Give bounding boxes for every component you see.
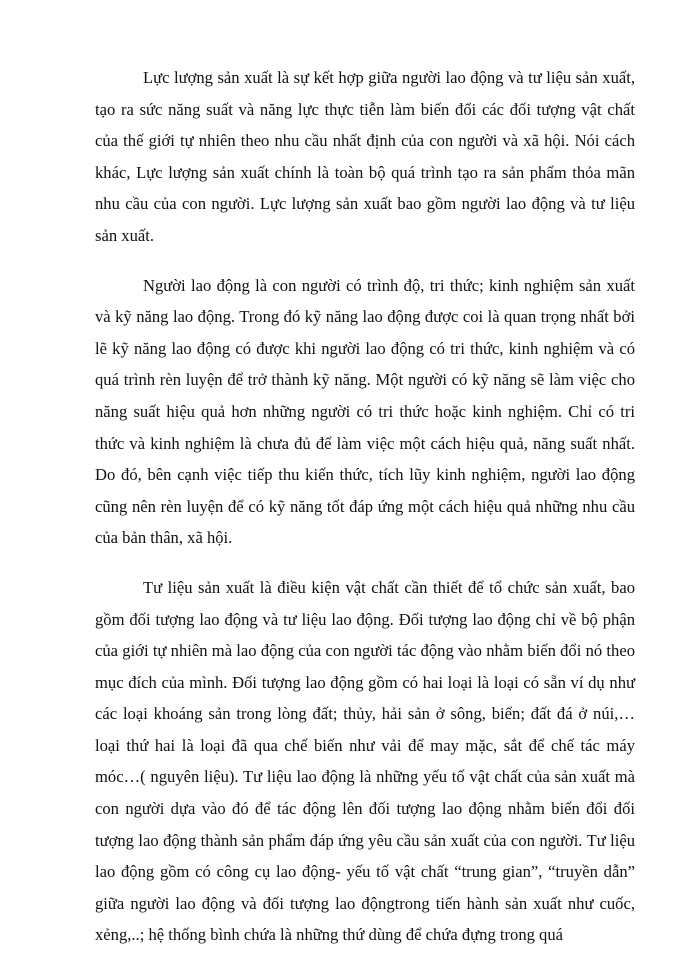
paragraph-workers: Người lao động là con người có trình độ, tri thức; kinh nghiệm sản xuất và kỹ năng lao động. Trong đó kỹ năng lao động được coi là quan trọng nhất bởi lẽ kỹ năng lao động có được khi người lao động có tri thức, kinh nghiệm và có quá trình rèn luyện để trở thành kỹ năng. Một người có kỹ năng sẽ làm việc cho năng suất hiệu quả hơn những người có tri thức hoặc kinh nghiệm. Chỉ có tri thức và kinh nghiệm là chưa đủ để làm việc một cách hiệu quả, năng suất nhất. Do đó, bên cạnh việc tiếp thu kiến thức, tích lũy kinh nghiệm, người lao động cũng nên rèn luyện để có kỹ năng tốt đáp ứng một cách hiệu quả những nhu cầu của bản thân, xã hội. (95, 275, 635, 548)
paragraph-productive-forces: Lực lượng sản xuất là sự kết hợp giữa người lao động và tư liệu sản xuất, tạo ra sức năng suất và năng lực thực tiễn làm biến đổi các đối tượng vật chất của thế giới tự nhiên theo nhu cầu nhất định của con người và xã hội. Nói cách khác, Lực lượng sản xuất chính là toàn bộ quá trình tạo ra sản phẩm thỏa mãn nhu cầu của con người. Lực lượng sản xuất bao gồm người lao động và tư liệu sản xuất. (95, 68, 635, 245)
paragraph-means-of-production: Tư liệu sản xuất là điều kiện vật chất cần thiết để tổ chức sản xuất, bao gồm đối tượng lao động và tư liệu lao động. Đối tượng lao động chỉ về bộ phận của giới tự nhiên mà lao động của con người tác động vào nhằm biến đổi nó theo mục đích của mình. Đối tượng lao động gồm có hai loại là loại có sẵn ví dụ như các loại khoáng sản trong lòng đất; thủy, hải sản ở sông, biển; đất đá ở núi,… loại thứ hai là loại đã qua chế biến như vải để may mặc, sắt để chế tác máy móc…( nguyên liệu). Tư liệu lao động là những yếu tố vật chất của sản xuất mà con người dựa vào đó để tác động lên đối tượng lao động nhằm biến đổi đối tượng lao động thành sản phẩm đáp ứng yêu cầu sản xuất của con người. Tư liệu lao động gồm có công cụ lao động- yếu tố vật chất “trung gian”, “truyền dẫn” giữa người lao động và đối tượng lao độngtrong tiến hành sản xuất như cuốc, xẻng,..; hệ thống bình chứa là những thứ dùng để chứa đựng trong quá (95, 577, 635, 945)
document-body (95, 62, 635, 969)
